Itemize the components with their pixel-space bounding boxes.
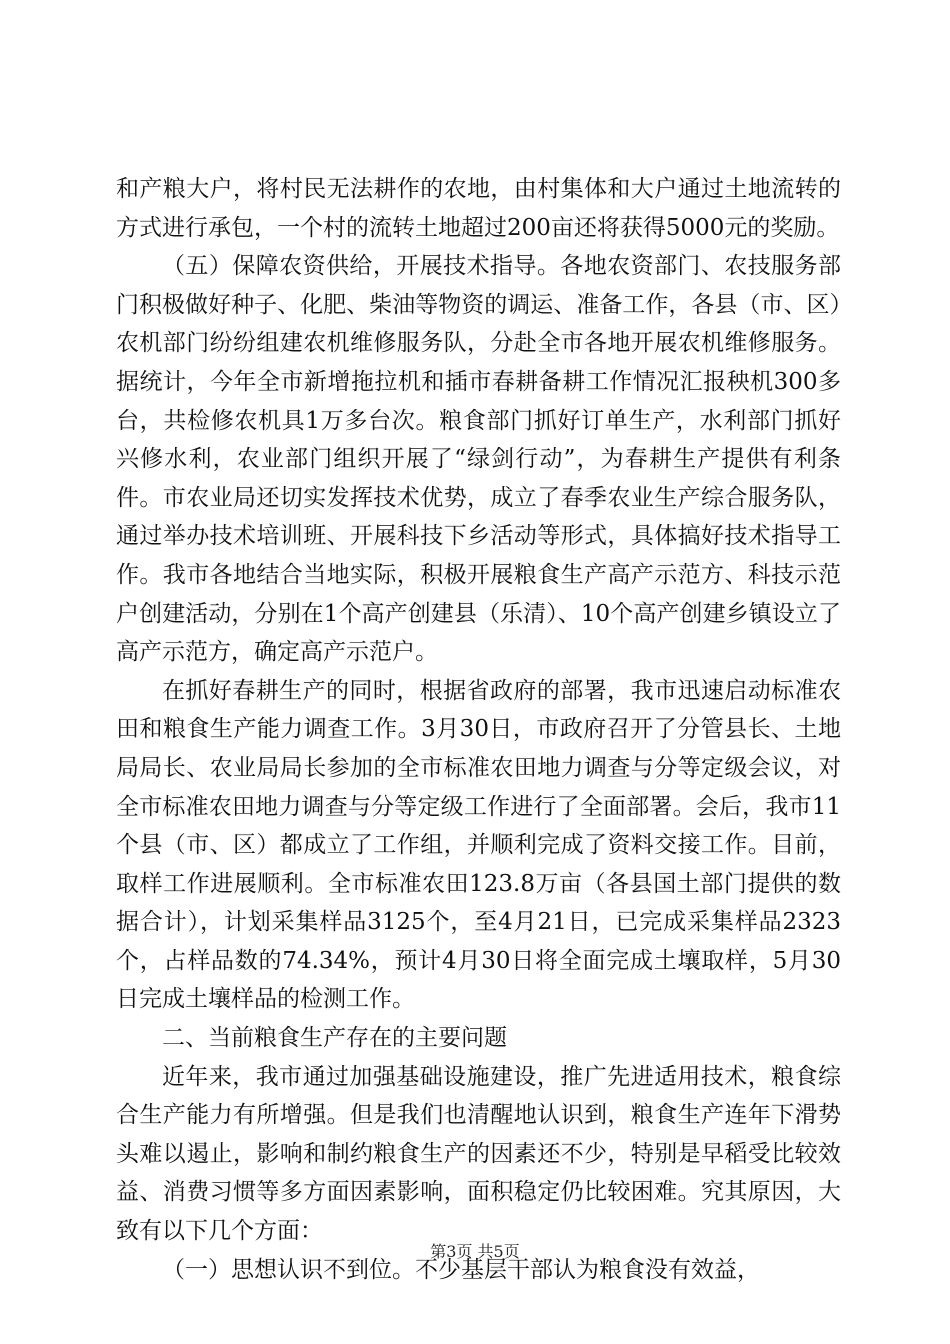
paragraph-1: 和产粮大户，将村民无法耕作的农地，由村集体和大户通过土地流转的方式进行承包，一个村的流转土地超过200亩还将获得5000元的奖励。 (116, 176, 841, 241)
page-number: 第3页 共5页 (430, 1242, 520, 1261)
paragraph-4: 近年来，我市通过加强基础设施建设，推广先进适用技术，粮食综合生产能力有所增强。但是我们也清醒地认识到，粮食生产连年下滑势头难以遏止，影响和制约粮食生产的因素还不少，特别是早稻受比较效益、消费习惯等多方面因素影响，面积稳定仍比较困难。究其原因，大致有以下几个方面： (116, 1063, 841, 1245)
paragraph-5: （一）思想认识不到位。不少基层干部认为粮食没有效益， (162, 1256, 760, 1283)
body-text (116, 170, 841, 1289)
page-footer (0, 1241, 950, 1263)
section-heading: 二、当前粮食生产存在的主要问题 (162, 1025, 507, 1052)
paragraph-3: 在抓好春耕生产的同时，根据省政府的部署，我市迅速启动标准农田和粮食生产能力调查工作。3月30日，市政府召开了分管县长、土地局局长、农业局局长参加的全市标准农田地力调查与分等定级会议，对全市标准农田地力调查与分等定级工作进行了全面部署。会后，我市11个县（市、区）都成立了工作组，并顺利完成了资料交接工作。目前，取样工作进展顺利。全市标准农田123.8万亩（各县国土部门提供的数据合计），计划采集样品3125个，至4月21日，已完成采集样品2323个，占样品数的74.34%，预计4月30日将全面完成土壤取样，5月30日完成土壤样品的检测工作。 (116, 677, 841, 1013)
paragraph-2: （五）保障农资供给，开展技术指导。各地农资部门、农技服务部门积极做好种子、化肥、柴油等物资的调运、准备工作，各县（市、区）农机部门纷纷组建农机维修服务队，分赴全市各地开展农机维修服务。据统计，今年全市新增拖拉机和插市春耕备耕工作情况汇报秧机300多台，共检修农机具1万多台次。粮食部门抓好订单生产，水利部门抓好兴修水利，农业部门组织开展了“绿剑行动”，为春耕生产提供有利条件。市农业局还切实发挥技术优势，成立了春季农业生产综合服务队，通过举办技术培训班、开展科技下乡活动等形式，具体搞好技术指导工作。我市各地结合当地实际，积极开展粮食生产高产示范方、科技示范户创建活动，分别在1个高产创建县（乐清）、10个高产创建乡镇设立了高产示范方，确定高产示范户。 (116, 253, 841, 666)
